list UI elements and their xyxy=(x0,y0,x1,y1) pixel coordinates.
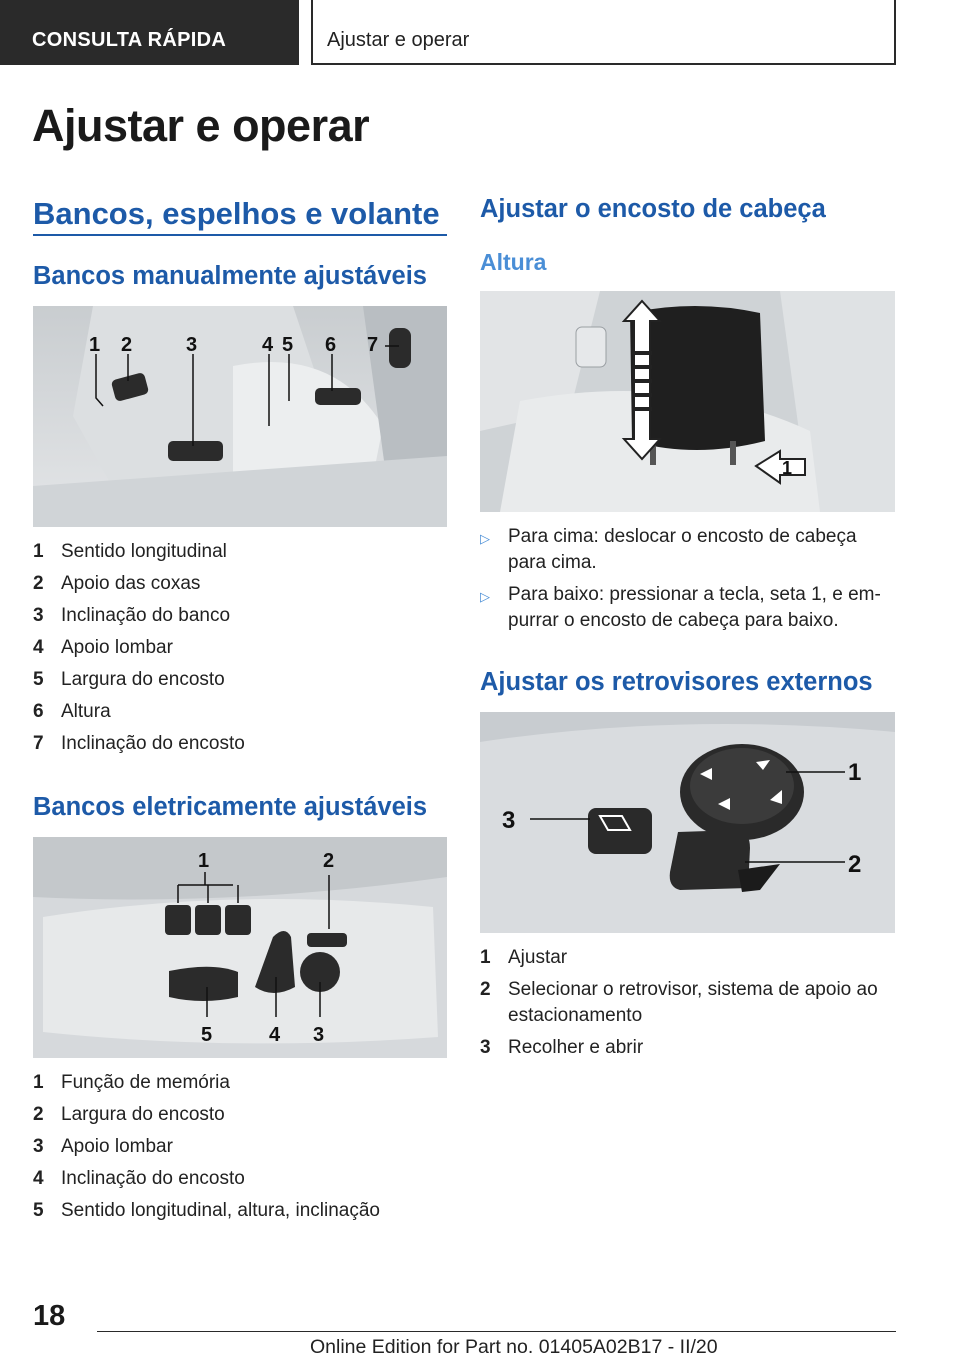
electric-seats-title: Bancos eletricamente ajustáveis xyxy=(33,793,428,821)
footer-edition: Online Edition for Part no. 01405A02B17 - II/20 xyxy=(310,1336,718,1358)
electric-seat-photo xyxy=(33,837,447,1058)
item-number: 2 xyxy=(33,573,44,594)
mirror-legend xyxy=(480,945,895,1067)
list-item xyxy=(33,667,447,693)
item-text: Altura xyxy=(61,701,111,722)
list-item xyxy=(480,945,895,971)
footer-divider xyxy=(97,1331,896,1332)
list-item xyxy=(33,699,447,725)
figure-label: 3 xyxy=(313,1024,325,1046)
figure-label: 6 xyxy=(325,334,337,356)
figure-label: 2 xyxy=(323,850,335,872)
item-text: Inclinação do encosto xyxy=(61,1168,245,1189)
item-text: Sentido longitudinal, altura, inclinação xyxy=(61,1200,380,1221)
list-item xyxy=(33,1166,447,1192)
item-text: Sentido longitudinal xyxy=(61,541,227,562)
item-number: 5 xyxy=(33,669,44,690)
manual-seat-legend xyxy=(33,539,447,763)
section-tab-label: CONSULTA RÁPIDA xyxy=(32,29,227,51)
chapter-label: Ajustar e operar xyxy=(327,29,470,51)
list-item xyxy=(480,1035,895,1061)
item-number: 6 xyxy=(33,701,44,722)
page-number: 18 xyxy=(33,1300,66,1332)
bullet-triangle-icon: ▷ xyxy=(480,589,490,604)
item-number: 2 xyxy=(33,1104,44,1125)
item-number: 7 xyxy=(33,733,44,754)
headrest-subtitle: Altura xyxy=(480,249,547,275)
item-number: 3 xyxy=(33,1136,44,1157)
list-item xyxy=(33,1134,447,1160)
figure-label: 5 xyxy=(282,334,294,356)
list-item xyxy=(33,1198,447,1224)
item-text: Inclinação do encosto xyxy=(61,733,245,754)
figure-label: 4 xyxy=(269,1024,281,1046)
item-text: Inclinação do banco xyxy=(61,605,231,626)
mirror-controls-photo xyxy=(480,712,895,933)
item-number: 4 xyxy=(33,637,44,658)
figure-label: 5 xyxy=(201,1024,213,1046)
item-text: Para baixo: pressionar a tecla, seta 1, e em-purrar o encosto de cabeça para baixo. xyxy=(508,584,881,631)
list-item xyxy=(33,571,447,597)
page-title: Ajustar e operar xyxy=(32,100,370,151)
figure-label: 2 xyxy=(121,334,133,356)
item-text: Apoio das coxas xyxy=(61,573,201,594)
figure-label: 4 xyxy=(262,334,274,356)
list-item xyxy=(480,582,895,634)
section-tab[interactable] xyxy=(0,0,299,65)
item-number: 5 xyxy=(33,1200,44,1221)
item-text: Função de memória xyxy=(61,1072,230,1093)
list-item xyxy=(480,977,895,1029)
headrest-photo xyxy=(480,291,895,512)
item-number: 4 xyxy=(33,1168,44,1189)
item-number: 3 xyxy=(33,605,44,626)
figure-label: 3 xyxy=(502,807,516,834)
item-text: Largura do encosto xyxy=(61,1104,225,1125)
figure-label: 1 xyxy=(848,759,862,786)
item-text: Apoio lombar xyxy=(61,637,173,658)
figure-label: 7 xyxy=(367,334,379,356)
electric-seat-legend xyxy=(33,1070,447,1230)
figure-label: 1 xyxy=(782,458,793,478)
headrest-instructions xyxy=(480,524,895,640)
list-item xyxy=(33,635,447,661)
item-number: 2 xyxy=(480,979,491,1000)
list-item xyxy=(480,524,895,576)
figure-label: 2 xyxy=(848,851,862,878)
item-number: 1 xyxy=(33,1072,44,1093)
manual-seat-photo xyxy=(33,306,447,527)
list-item xyxy=(33,603,447,629)
item-text: Selecionar o retrovisor, sistema de apoio ao estacionamento xyxy=(508,979,878,1026)
list-item xyxy=(33,1070,447,1096)
item-text: Recolher e abrir xyxy=(508,1037,644,1058)
item-text: Para cima: deslocar o encosto de cabeça para cima. xyxy=(508,526,857,573)
item-number: 3 xyxy=(480,1037,491,1058)
item-text: Ajustar xyxy=(508,947,568,968)
item-text: Largura do encosto xyxy=(61,669,225,690)
item-number: 1 xyxy=(33,541,44,562)
figure-label: 1 xyxy=(198,850,210,872)
headrest-title: Ajustar o encosto de cabeça xyxy=(480,195,826,223)
list-item xyxy=(33,539,447,565)
manual-seats-title: Bancos manualmente ajustáveis xyxy=(33,262,427,290)
item-number: 1 xyxy=(480,947,491,968)
bullet-triangle-icon: ▷ xyxy=(480,531,490,546)
item-text: Apoio lombar xyxy=(61,1136,173,1157)
section-title: Bancos, espelhos e volante xyxy=(33,196,440,231)
figure-label: 1 xyxy=(89,334,101,356)
figure-label: 3 xyxy=(186,334,198,356)
section-divider xyxy=(33,234,447,236)
list-item xyxy=(33,731,447,757)
mirrors-title: Ajustar os retrovisores externos xyxy=(480,668,873,696)
chapter-header xyxy=(311,0,896,65)
list-item xyxy=(33,1102,447,1128)
